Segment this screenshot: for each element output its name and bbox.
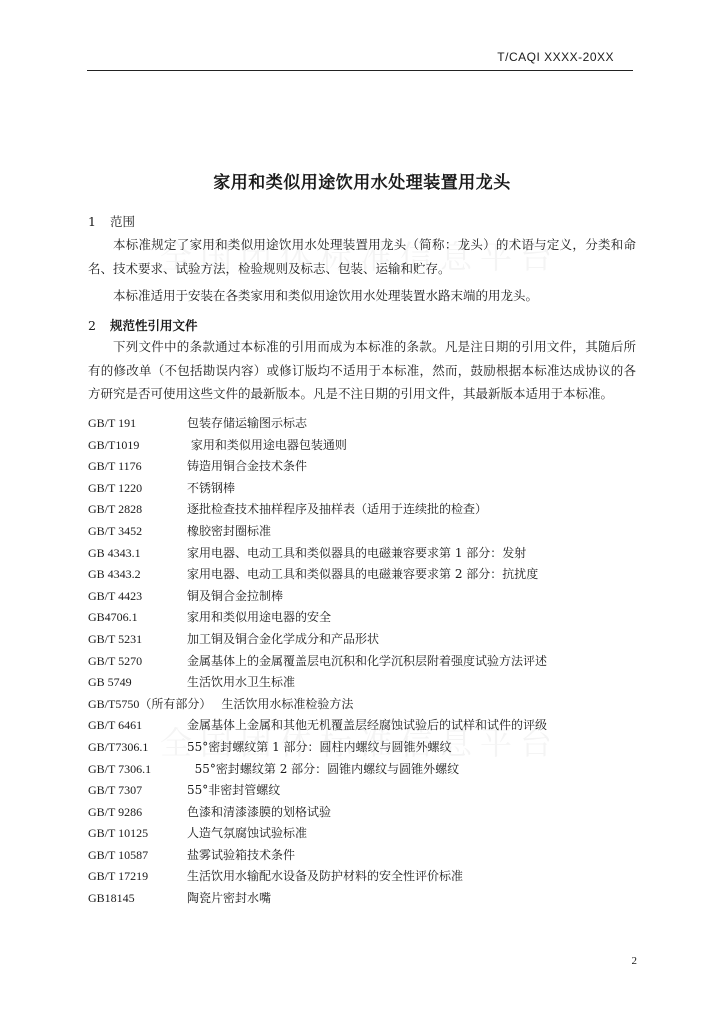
reference-title: 生活饮用水输配水设备及防护材料的安全性评价标准 bbox=[187, 869, 464, 884]
reference-title: 逐批检查技术抽样程序及抽样表（适用于连续批的检查） bbox=[187, 502, 488, 517]
reference-code: GB/T 6461 bbox=[88, 718, 143, 733]
reference-code: GB/T 17219 bbox=[88, 869, 149, 884]
reference-title: 铜及铜合金拉制棒 bbox=[187, 588, 284, 603]
reference-code: GB 5749 bbox=[88, 675, 132, 690]
reference-title: 盐雾试验箱技术条件 bbox=[187, 847, 296, 862]
reference-row bbox=[88, 435, 648, 457]
reference-code: GB/T 7306.1 bbox=[88, 761, 152, 776]
reference-row bbox=[88, 759, 648, 781]
reference-title: 家用电器、电动工具和类似器具的电磁兼容要求第 2 部分：抗扰度 bbox=[187, 567, 539, 582]
reference-title: 55°非密封管螺纹 bbox=[187, 783, 281, 798]
reference-code: GB/T 10587 bbox=[88, 847, 149, 862]
reference-row bbox=[88, 456, 648, 478]
header-standard-code: T/CAQI XXXX-20XX bbox=[497, 50, 614, 64]
reference-title: 金属基体上的金属覆盖层电沉积和化学沉积层附着强度试验方法评述 bbox=[187, 653, 548, 668]
reference-title: 包装存储运输图示标志 bbox=[187, 416, 308, 430]
reference-code: GB/T 4423 bbox=[88, 588, 143, 603]
section-label: 规范性引用文件 bbox=[110, 318, 198, 333]
reference-row bbox=[88, 564, 648, 586]
reference-code: GB/T 7307 bbox=[88, 783, 143, 798]
reference-title: 人造气氛腐蚀试验标准 bbox=[187, 826, 308, 841]
reference-row bbox=[88, 866, 648, 888]
reference-row bbox=[88, 499, 648, 521]
reference-title: 家用和类似用途电器的安全 bbox=[187, 610, 332, 625]
section-heading-normative-refs bbox=[88, 316, 198, 334]
reference-title: 陶瓷片密封水嘴 bbox=[187, 891, 272, 906]
reference-code: GB4706.1 bbox=[88, 610, 138, 625]
reference-code: GB18145 bbox=[88, 891, 135, 906]
header-rule bbox=[87, 70, 633, 71]
reference-list bbox=[88, 413, 648, 910]
reference-title: 橡胶密封圈标准 bbox=[187, 523, 272, 538]
reference-row bbox=[88, 715, 648, 737]
reference-code: GB 4343.2 bbox=[88, 567, 141, 582]
reference-row bbox=[88, 823, 648, 845]
reference-code: GB/T 5270 bbox=[88, 653, 143, 668]
reference-title: 55°密封螺纹第 1 部分：圆柱内螺纹与圆锥外螺纹 bbox=[187, 739, 452, 754]
section-heading-scope bbox=[88, 212, 135, 230]
scope-paragraph-2: 本标准适用于安装在各类家用和类似用途饮用水处理装置水路末端的用龙头。 bbox=[113, 288, 539, 303]
reference-code: GB/T 1220 bbox=[88, 480, 143, 495]
reference-row bbox=[88, 802, 648, 824]
section-number: 2 bbox=[88, 318, 96, 333]
reference-row bbox=[88, 888, 648, 910]
page-number: 2 bbox=[631, 955, 637, 967]
reference-title: 55°密封螺纹第 2 部分：圆锥内螺纹与圆锥外螺纹 bbox=[187, 761, 460, 776]
reference-code: GB/T 3452 bbox=[88, 523, 143, 538]
reference-code: GB/T7306.1 bbox=[88, 739, 149, 754]
reference-title: 铸造用铜合金技术条件 bbox=[187, 459, 308, 474]
scope-paragraph-1: 本标准规定了家用和类似用途饮用水处理装置用龙头（简称：龙头）的术语与定义，分类和命名、技术要求、试验方法，检验规则及标志、包装、运输和贮存。 bbox=[88, 237, 636, 276]
reference-row bbox=[88, 521, 648, 543]
reference-title: 不锈钢棒 bbox=[187, 480, 236, 495]
reference-row bbox=[88, 478, 648, 500]
reference-row bbox=[88, 607, 648, 629]
reference-code: GB/T 9286 bbox=[88, 804, 143, 819]
reference-code: GB/T 1176 bbox=[88, 459, 142, 474]
reference-code: GB 4343.1 bbox=[88, 545, 141, 560]
reference-row bbox=[88, 737, 648, 759]
reference-title: 加工铜及铜合金化学成分和产品形状 bbox=[187, 631, 380, 646]
reference-title: 生活饮用水标准检验方法 bbox=[221, 696, 354, 711]
reference-title: 色漆和清漆漆膜的划格试验 bbox=[187, 804, 332, 819]
reference-row bbox=[88, 845, 648, 867]
reference-row bbox=[88, 543, 648, 565]
reference-code: GB/T5750（所有部分） bbox=[88, 696, 212, 711]
section-label: 范围 bbox=[110, 214, 136, 229]
reference-code: GB/T 10125 bbox=[88, 826, 149, 841]
reference-code: GB/T 2828 bbox=[88, 502, 143, 517]
reference-row bbox=[88, 780, 648, 802]
reference-code: GB/T 5231 bbox=[88, 631, 143, 646]
document-title: 家用和类似用途饮用水处理装置用龙头 bbox=[213, 173, 511, 193]
reference-code: GB/T1019 bbox=[88, 437, 140, 452]
section-number: 1 bbox=[88, 214, 96, 229]
reference-row bbox=[88, 672, 648, 694]
reference-row bbox=[88, 586, 648, 608]
reference-row bbox=[88, 629, 648, 651]
reference-title: 家用和类似用途电器包装通则 bbox=[187, 437, 347, 452]
reference-row bbox=[88, 651, 648, 673]
reference-title: 家用电器、电动工具和类似器具的电磁兼容要求第 1 部分：发射 bbox=[187, 545, 527, 560]
reference-row bbox=[88, 413, 648, 435]
reference-title: 金属基体上金属和其他无机覆盖层经腐蚀试验后的试样和试件的评级 bbox=[187, 718, 548, 733]
refs-intro-paragraph: 下列文件中的条款通过本标准的引用而成为本标准的条款。凡是注日期的引用文件，其随后所有的修改单（不包括勘误内容）或修订版均不适用于本标准，然而，鼓励根据本标准达成协议的各方研究是否可使用这些文件的最新版本。凡是不注日期的引用文件，其最新版本适用于本标准。 bbox=[88, 339, 636, 401]
reference-code: GB/T 191 bbox=[88, 416, 137, 430]
reference-title: 生活饮用水卫生标准 bbox=[187, 675, 296, 690]
reference-row bbox=[88, 694, 648, 716]
